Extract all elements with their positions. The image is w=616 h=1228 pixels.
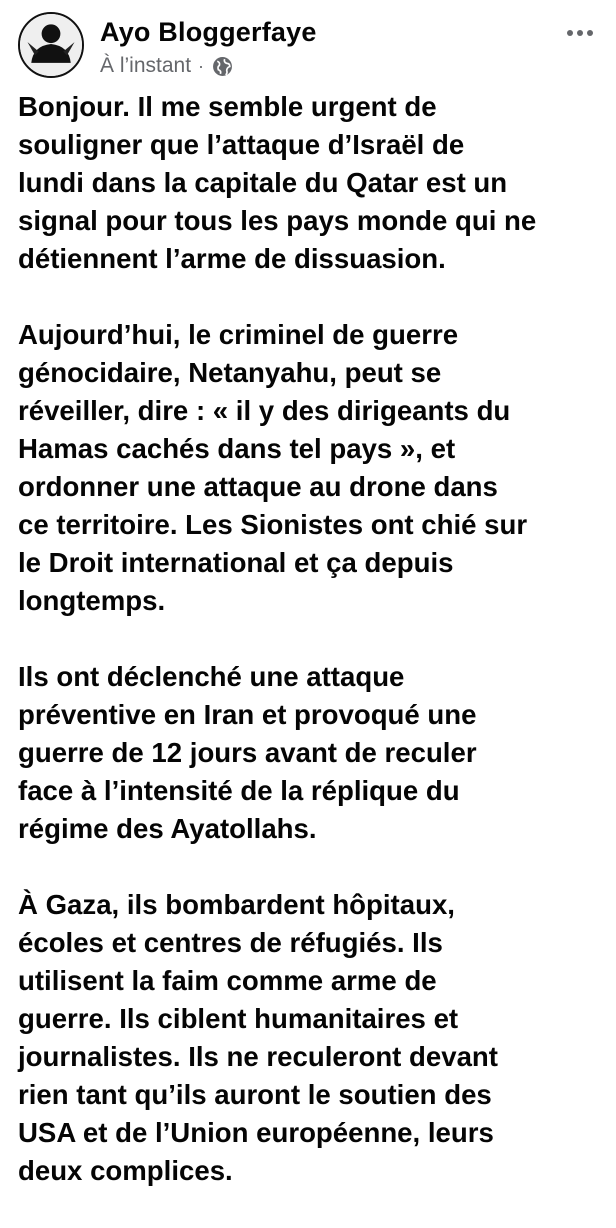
meta-separator: · <box>198 55 205 76</box>
post-text-line: écoles et centres de réfugiés. Ils <box>18 927 443 958</box>
post-text-line: guerre de 12 jours avant de reculer <box>18 737 477 768</box>
globe-icon[interactable] <box>212 56 233 77</box>
post-text-line: réveiller, dire : « il y des dirigeants du <box>18 395 511 426</box>
post-text-line: génocidaire, Netanyahu, peut se <box>18 357 442 388</box>
post-text-line: Aujourd’hui, le criminel de guerre <box>18 319 459 350</box>
post-text-line: lundi dans la capitale du Qatar est un <box>18 167 508 198</box>
post-text-line: détiennent l’arme de dissuasion. <box>18 243 446 274</box>
post-meta <box>100 52 233 80</box>
post-text-line: Ils ont déclenché une attaque <box>18 661 405 692</box>
more-dot <box>577 30 583 36</box>
avatar-image <box>20 14 82 76</box>
post-paragraph <box>18 886 604 1190</box>
post-text-line: deux complices. <box>18 1155 233 1186</box>
post-paragraph <box>18 658 604 848</box>
post-text-line: guerre. Ils ciblent humanitaires et <box>18 1003 459 1034</box>
post-text-line: préventive en Iran et provoqué une <box>18 699 477 730</box>
more-dot <box>567 30 573 36</box>
post-text-line: Hamas cachés dans tel pays », et <box>18 433 456 464</box>
post-paragraph <box>18 316 604 620</box>
post-text-line: ce territoire. Les Sionistes ont chié sur <box>18 509 528 540</box>
post-text-line: régime des Ayatollahs. <box>18 813 317 844</box>
post-text-line: USA et de l’Union européenne, leurs <box>18 1117 494 1148</box>
post-body <box>18 88 604 1228</box>
post-text-line: ordonner une attaque au drone dans <box>18 471 498 502</box>
more-dot <box>587 30 593 36</box>
post-text-line: face à l’intensité de la réplique du <box>18 775 460 806</box>
post-text-line: Bonjour. Il me semble urgent de <box>18 91 437 122</box>
author-name[interactable]: Ayo Bloggerfaye <box>100 17 317 47</box>
post-text-line: rien tant qu’ils auront le soutien des <box>18 1079 492 1110</box>
post-text-line: utilisent la faim comme arme de <box>18 965 437 996</box>
post-text-line: longtemps. <box>18 585 166 616</box>
post-header <box>18 12 598 86</box>
post-paragraph <box>18 88 604 278</box>
post-text-line: le Droit international et ça depuis <box>18 547 454 578</box>
avatar[interactable] <box>18 12 84 78</box>
post-text-line: souligner que l’attaque d’Israël de <box>18 129 465 160</box>
post-text-line: signal pour tous les pays monde qui ne <box>18 205 537 236</box>
post-text-line: À Gaza, ils bombardent hôpitaux, <box>18 889 455 920</box>
post-text-line: journalistes. Ils ne reculeront devant <box>18 1041 498 1072</box>
more-options-button[interactable] <box>558 18 602 48</box>
post-timestamp[interactable]: À l’instant <box>100 54 192 77</box>
